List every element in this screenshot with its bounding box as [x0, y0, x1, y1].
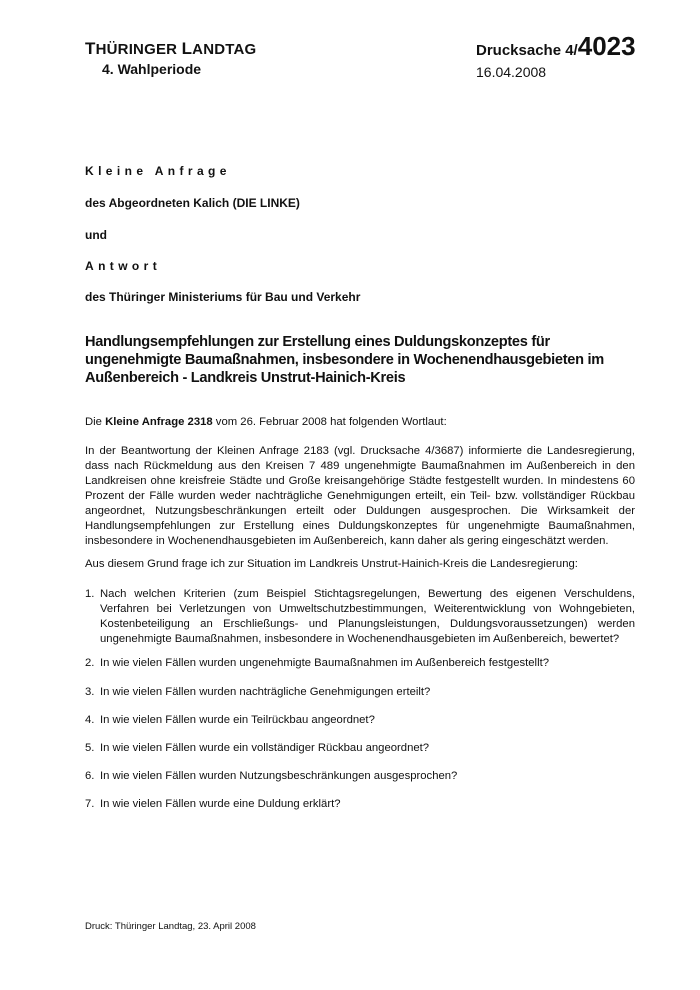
question-text: In wie vielen Fällen wurden ungenehmigte Baumaßnahmen im Außenbereich festgestellt? — [100, 657, 549, 669]
question-number: 5. — [85, 742, 95, 754]
paragraph-1: In der Beantwortung der Kleinen Anfrage 2183 (vgl. Drucksache 4/3687) informierte die Landesregierung, dass nach Rückmeldung aus den Kreisen 7 489 ungenehmigte Baumaßnahmen im Außenbereich in den Landkreisen ohne kreisfreie Städte und Große kreisangehörige Städte festgestellt wurden. In mindestens 60 Prozent der Fälle wurden weder nachträgliche Genehmigungen erteilt, ein Teil- bzw. vollständiger Rückbau angeordnet, Nutzungsbeschränkungen erteilt oder Duldungen ausgesprochen. Die Wirksamkeit der Handlungsempfehlungen zur Erstellung eines Duldungskonzeptes für ungenehmigte Baumaßnahmen, insbesondere in Wochenendhausgebieten im Außenbereich, kann daher als gering eingeschätzt werden. — [85, 445, 635, 547]
question-3 — [85, 685, 635, 700]
question-5 — [85, 741, 635, 756]
parliament-word1: HÜRINGER — [95, 41, 182, 58]
question-number: 7. — [85, 798, 95, 810]
question-number: 4. — [85, 714, 95, 726]
paragraph-2: Aus diesem Grund frage ich zur Situation im Landkreis Unstrut-Hainich-Kreis die Landesregierung: — [85, 558, 578, 570]
question-6 — [85, 769, 635, 784]
question-2 — [85, 656, 635, 671]
wortlaut-bold: Kleine Anfrage 2318 — [105, 416, 213, 428]
wortlaut-pre: Die — [85, 416, 106, 428]
question-4 — [85, 713, 635, 728]
question-number: 1. — [85, 588, 95, 600]
question-text: In wie vielen Fällen wurden Nutzungsbeschränkungen ausgesprochen? — [100, 770, 458, 782]
parliament-initial2: L — [181, 39, 193, 58]
question-number: 6. — [85, 770, 95, 782]
antwort-heading: Antwort — [85, 259, 162, 273]
question-text: In wie vielen Fällen wurden nachträgliche Genehmigungen erteilt? — [100, 686, 431, 698]
print-footer: Druck: Thüringer Landtag, 23. April 2008 — [85, 921, 256, 932]
document-title: Handlungsempfehlungen zur Erstellung eines Duldungskonzeptes für ungenehmigte Baumaßnahmen, insbesondere in Wochenendhausgebieten im Außenbereich - Landkreis Unstrut-Hainich-Kreis — [85, 334, 604, 386]
header-right — [476, 33, 636, 80]
question-1 — [85, 587, 635, 647]
question-text: Nach welchen Kriterien (zum Beispiel Stichtagsregelungen, Bewertung des eigenen Verschuldens, Verfahren bei Verletzungen von Umweltschutzbestimmungen, Weiterentwicklung von Wohngebieten, Kostenbeteiligung an Erschließungs- und Planungsleistungen, Duldungsvoraussetzungen) werden ungenehmigte Baumaßnahmen, insbesondere in Wochenendhausgebieten im Außenbereich, bewertet? — [100, 588, 635, 645]
drucksache-label: Drucksache 4/ — [476, 42, 578, 59]
parliament-initial: T — [85, 39, 96, 58]
ministerium-line: des Thüringer Ministeriums für Bau und Verkehr — [85, 290, 361, 304]
drucksache-value: 4023 — [577, 31, 636, 61]
question-text: In wie vielen Fällen wurde eine Duldung erklärt? — [100, 798, 341, 810]
question-text: In wie vielen Fällen wurde ein Teilrückbau angeordnet? — [100, 714, 375, 726]
question-number: 2. — [85, 657, 95, 669]
election-period: 4. Wahlperiode — [102, 61, 202, 77]
question-number: 3. — [85, 686, 95, 698]
question-7 — [85, 797, 635, 812]
question-text: In wie vielen Fällen wurde ein vollständiger Rückbau angeordnet? — [100, 742, 430, 754]
drucksache-number — [476, 33, 636, 64]
parliament-word2: ANDTAG — [192, 41, 257, 58]
und-line: und — [85, 228, 107, 242]
parliament-name — [85, 40, 256, 59]
header-left — [85, 40, 256, 79]
abgeordneter-line: des Abgeordneten Kalich (DIE LINKE) — [85, 196, 300, 210]
wortlaut-line — [85, 415, 635, 430]
document-date: 16.04.2008 — [476, 64, 547, 80]
wortlaut-post: vom 26. Februar 2008 hat folgenden Wortlaut: — [212, 416, 447, 428]
kleine-anfrage-heading: Kleine Anfrage — [85, 164, 231, 178]
